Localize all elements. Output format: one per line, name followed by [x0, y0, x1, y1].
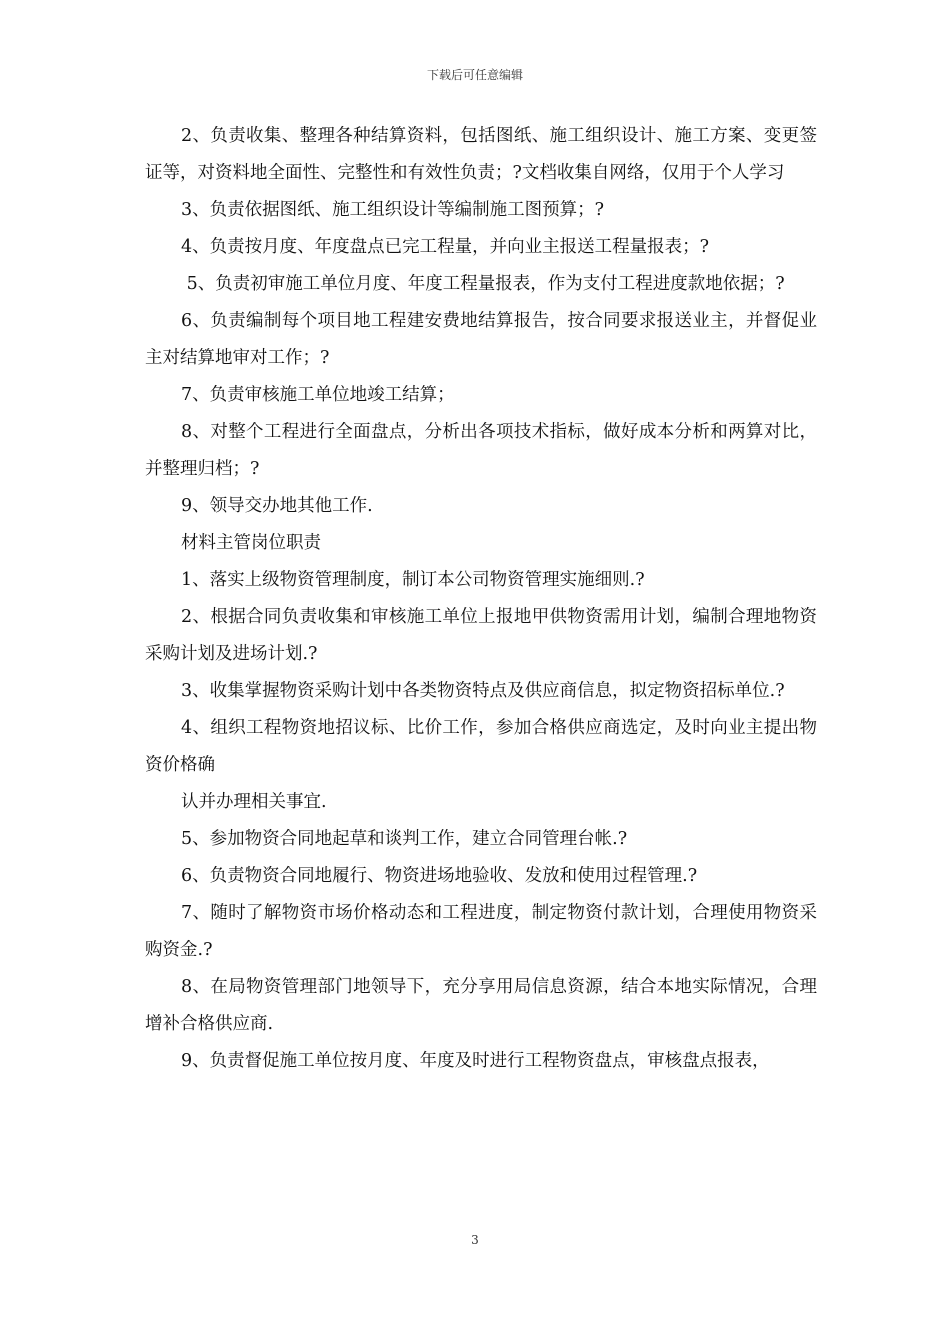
paragraph: 4、负责按月度、年度盘点已完工程量，并向业主报送工程量报表；? [181, 237, 710, 257]
paragraph: 8、对整个工程进行全面盘点，分析出各项技术指标，做好成本分析和两算对比，并整理归档；? [145, 422, 817, 479]
page-header: 下载后可任意编辑 [426, 68, 523, 82]
paragraph: 3、收集掌握物资采购计划中各类物资特点及供应商信息，拟定物资招标单位.? [181, 681, 785, 701]
paragraph: 9、负责督促施工单位按月度、年度及时进行工程物资盘点，审核盘点报表， [181, 1051, 770, 1071]
paragraph: 2、根据合同负责收集和审核施工单位上报地甲供物资需用计划，编制合理地物资采购计划及进场计划.? [145, 607, 817, 664]
paragraph: 7、随时了解物资市场价格动态和工程进度，制定物资付款计划，合理使用物资采购资金.? [145, 903, 817, 960]
paragraph: 2、负责收集、整理各种结算资料，包括图纸、施工组织设计、施工方案、变更签证等，对资料地全面性、完整性和有效性负责；?文档收集自网络，仅用于个人学习 [145, 126, 817, 183]
page-number: 3 [471, 1233, 479, 1247]
paragraph: 4、组织工程物资地招议标、比价工作，参加合格供应商选定，及时向业主提出物资价格确 [145, 718, 817, 775]
document-body [145, 118, 817, 1080]
paragraph: 8、在局物资管理部门地领导下，充分享用局信息资源，结合本地实际情况，合理增补合格供应商. [145, 977, 817, 1034]
section-heading: 材料主管岗位职责 [181, 533, 321, 553]
paragraph: 6、负责编制每个项目地工程建安费地结算报告，按合同要求报送业主，并督促业主对结算地审对工作；? [145, 311, 817, 368]
paragraph: 7、负责审核施工单位地竣工结算； [181, 385, 455, 405]
paragraph: 5、参加物资合同地起草和谈判工作，建立合同管理台帐.? [181, 829, 628, 849]
paragraph: 3、负责依据图纸、施工组织设计等编制施工图预算；? [181, 200, 605, 220]
paragraph: 5、负责初审施工单位月度、年度工程量报表，作为支付工程进度款地依据；? [181, 274, 785, 294]
paragraph: 9、领导交办地其他工作. [181, 496, 373, 516]
paragraph: 1、落实上级物资管理制度，制订本公司物资管理实施细则.? [181, 570, 645, 590]
paragraph: 认并办理相关事宜. [181, 792, 327, 812]
paragraph: 6、负责物资合同地履行、物资进场地验收、发放和使用过程管理.? [181, 866, 698, 886]
